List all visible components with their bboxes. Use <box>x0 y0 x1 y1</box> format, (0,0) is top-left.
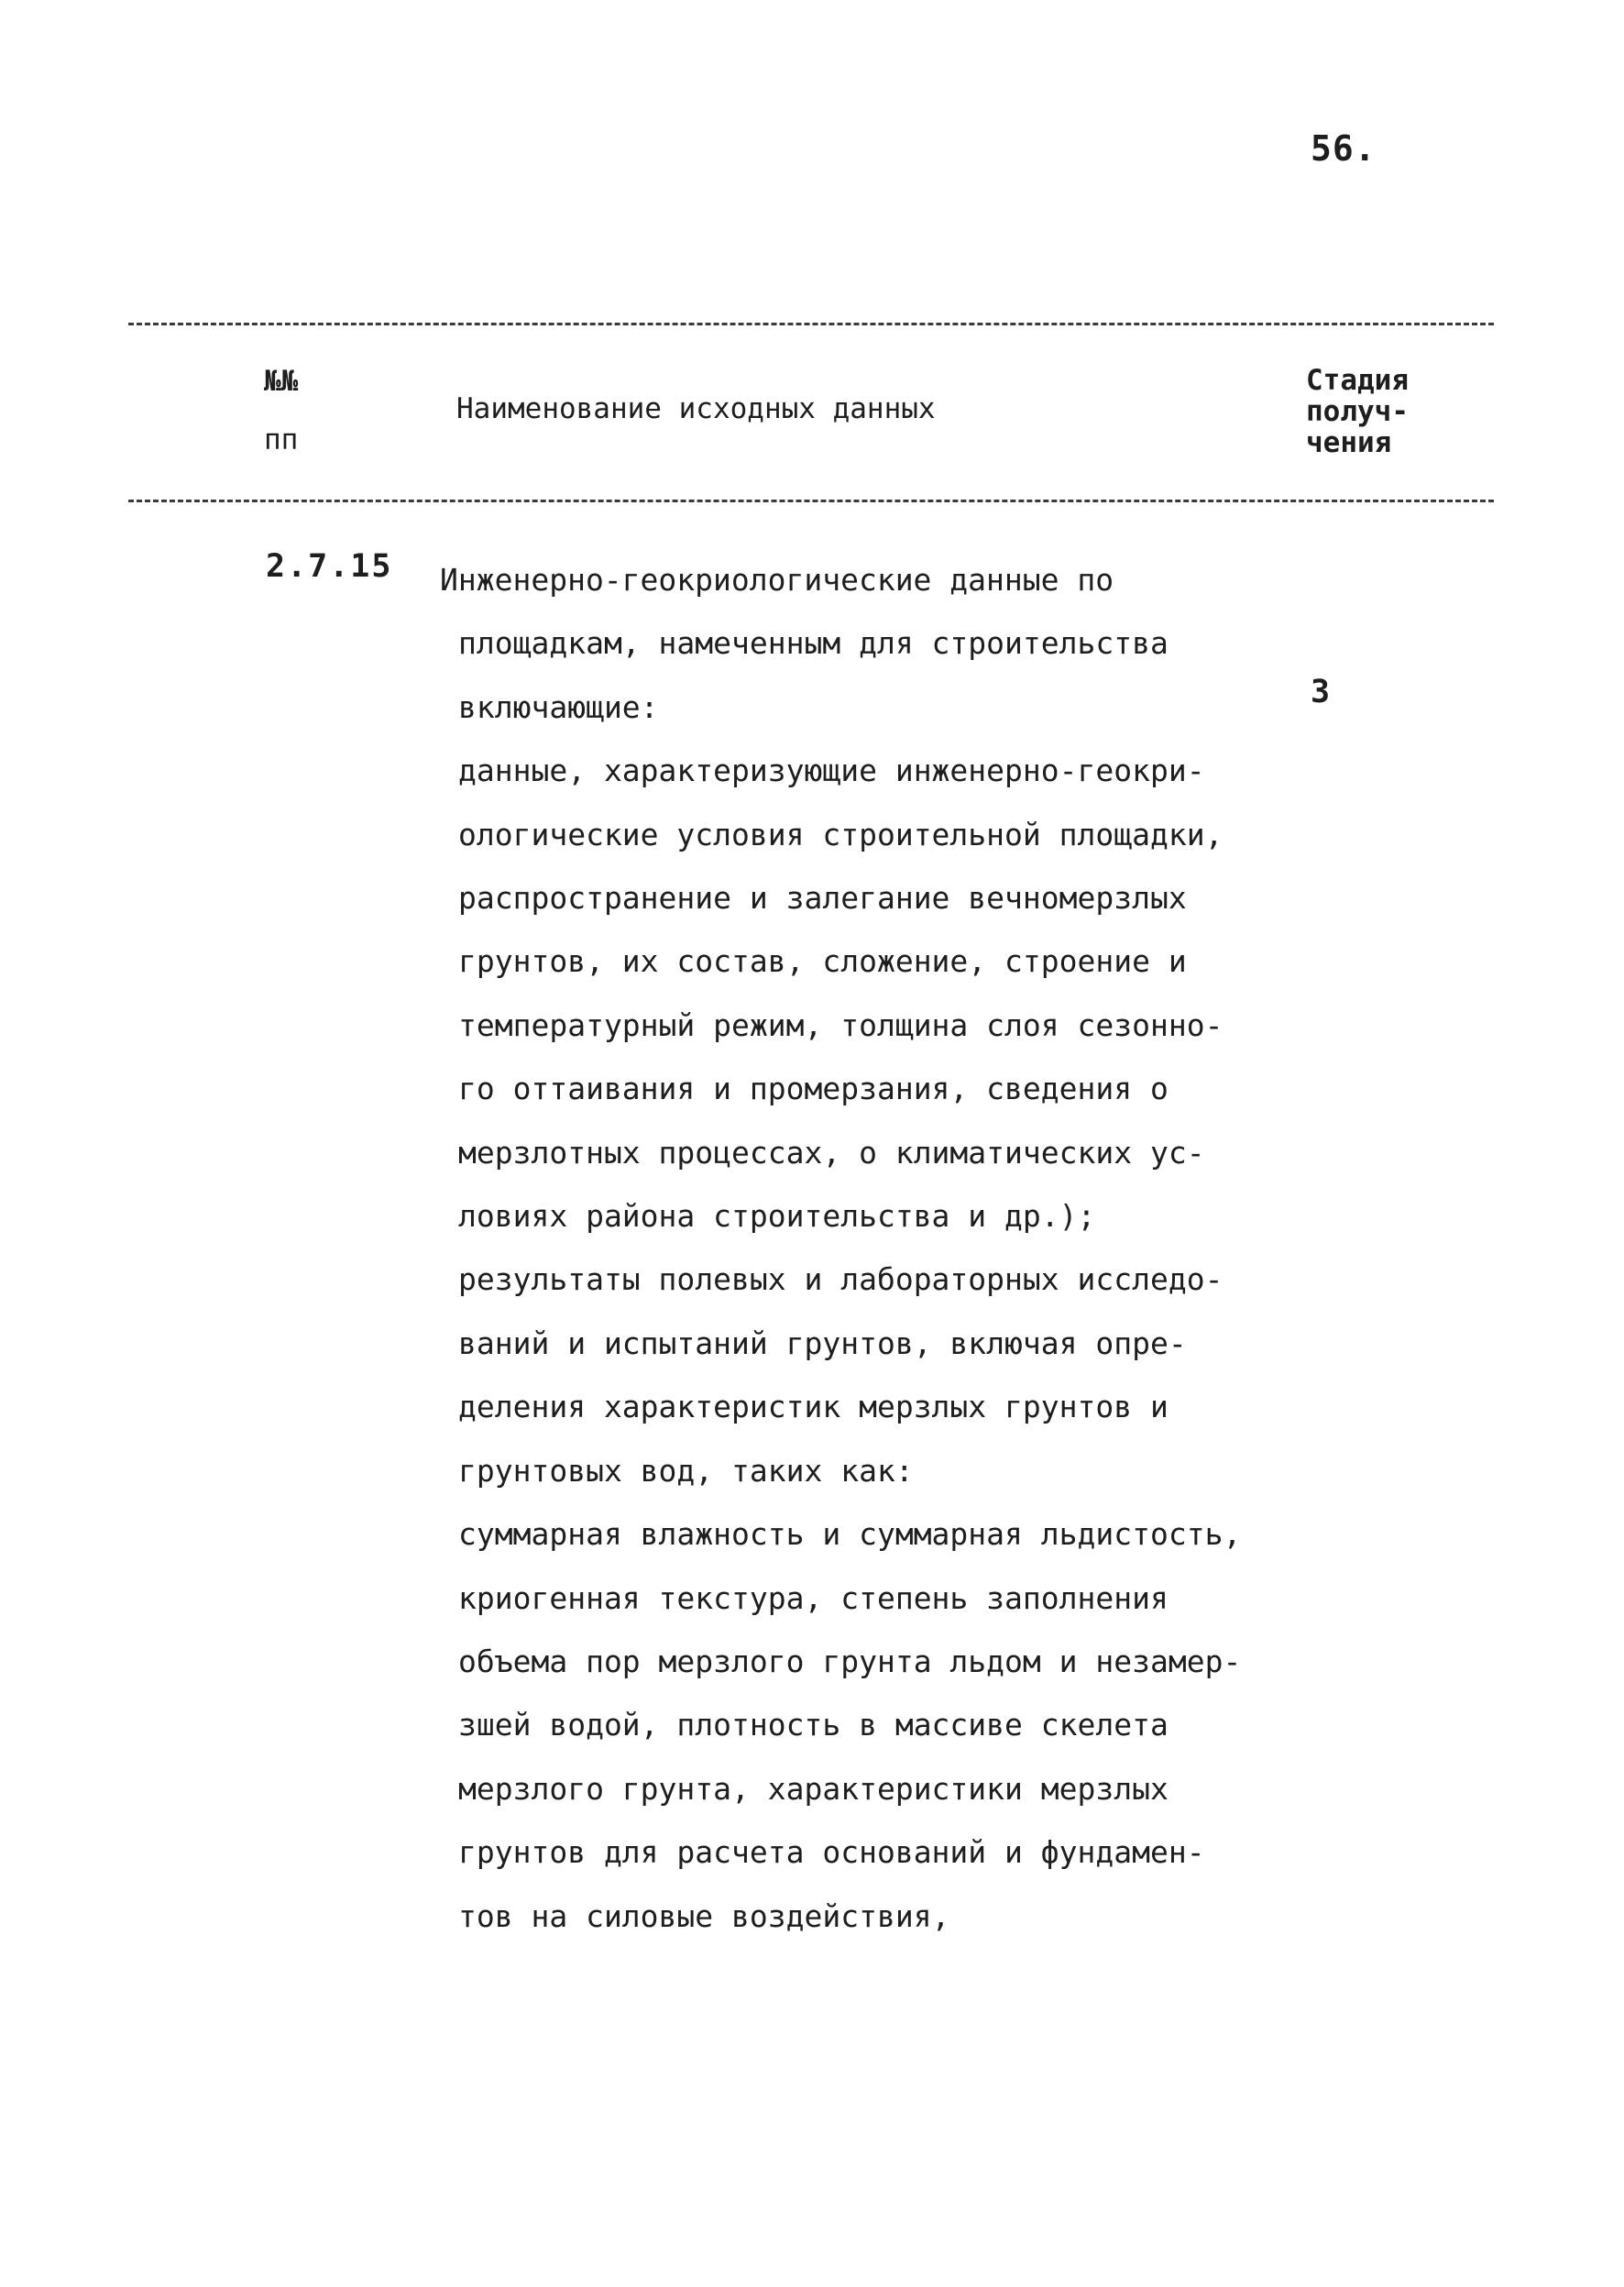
page-number: 56. <box>1311 128 1377 169</box>
table-header-bottom-rule <box>128 500 1494 502</box>
header-stage-label <box>1306 365 1409 458</box>
header-number-label-1: №№ <box>264 365 299 398</box>
description-line: грунтовых вод, таких как: <box>458 1452 914 1489</box>
header-stage-line-2: получ- <box>1306 395 1409 428</box>
description-line: деления характеристик мерзлых грунтов и <box>458 1389 1169 1425</box>
description-line: суммарная влажность и суммарная льдистость, <box>458 1516 1242 1553</box>
description-line: грунтов, их состав, сложение, строение и <box>458 943 1187 980</box>
description-line: криогенная текстура, степень заполнения <box>458 1579 1169 1616</box>
description-line: ловиях района строительства и др.); <box>458 1198 1096 1235</box>
item-stage: 3 <box>1311 674 1331 710</box>
header-stage-line-1: Стадия <box>1306 364 1409 397</box>
description-line: температурный режим, толщина слоя сезонно- <box>458 1006 1223 1043</box>
description-line: ологические условия строительной площадки, <box>458 816 1223 852</box>
description-line: распространение и залегание вечномерзлых <box>458 880 1187 917</box>
table-header-top-rule <box>128 323 1494 325</box>
description-line: площадкам, намеченным для строительства <box>458 625 1169 662</box>
description-line: мерзлого грунта, характеристики мерзлых <box>458 1770 1169 1807</box>
description-line: результаты полевых и лабораторных исследо- <box>458 1261 1223 1298</box>
description-line: включающие: <box>458 688 659 725</box>
description-line: ваний и испытаний грунтов, включая опре- <box>458 1325 1187 1361</box>
header-number-label-2: пп <box>264 423 299 456</box>
description-line: го оттаивания и промерзания, сведения о <box>458 1071 1169 1107</box>
description-line: Инженерно-геокриологические данные по <box>440 562 1114 598</box>
item-number: 2.7.15 <box>266 548 393 585</box>
item-description <box>440 548 1301 1948</box>
description-line: мерзлотных процессах, о климатических ус- <box>458 1134 1205 1171</box>
description-line: тов на силовые воздействия, <box>458 1897 950 1934</box>
header-name-label: Наименование исходных данных <box>456 392 936 425</box>
description-line: объема пор мерзлого грунта льдом и незамер- <box>458 1643 1242 1679</box>
header-stage-line-3: чения <box>1306 426 1392 459</box>
description-line: зшей водой, плотность в массиве скелета <box>458 1707 1169 1743</box>
description-line: данные, характеризующие инженерно-геокри- <box>458 753 1205 789</box>
description-line: грунтов для расчета оснований и фундамен- <box>458 1834 1205 1871</box>
